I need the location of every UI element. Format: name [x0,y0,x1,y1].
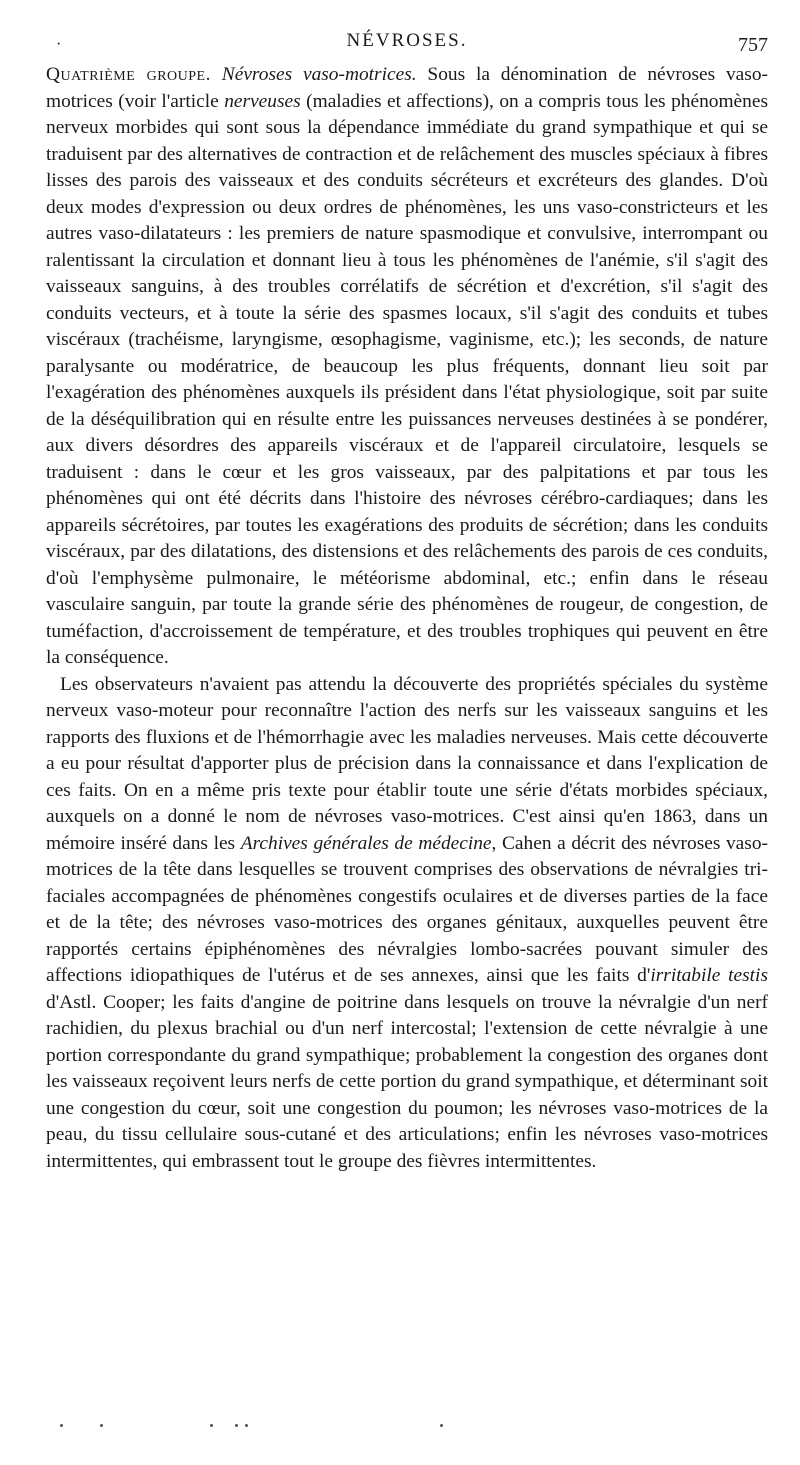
book-page [46,22,768,1175]
speck [60,1424,63,1427]
speck [210,1424,213,1427]
speck [245,1424,248,1427]
paragraph-text: Sous la dénomination de névroses vaso-motrices (voir l'article [46,64,768,112]
running-header [46,22,768,62]
speck [100,1424,103,1427]
paragraph-observers [46,672,768,1176]
header-dot: · [56,36,62,53]
cross-reference: nerveuses [224,90,301,112]
section-title: Névroses vaso-motrices. [221,64,417,85]
running-title: NÉVROSES. [346,30,468,51]
paragraph-text: Les observateurs n'avaient pas attendu la découverte des propriétés spéciales du système nerveux vaso-moteur pour reconnaître l'action des nerfs sur les vaisseaux sanguins et les rapports des fluxions et de l'hémorrhagie avec les maladies nerveuses. Mais cette découverte a eu pour résultat d'apporter plus de précision dans la connaissance et dans l'explication de ces faits. On en a même pris texte pour établir toute une série d'états morbides spéciaux, auxquels on a donné le nom de névroses vaso-motrices. C'est ainsi qu'en 1863, dans un mémoire inséré dans les [46,673,768,854]
speck [235,1424,238,1427]
paragraph-text: d'Astl. Cooper; les faits d'angine de poitrine dans lesquels on trouve la névralgie d'un nerf rachidien, du plexus brachial ou d'un nerf intercostal; l'extension de cette névralgie à une portion correspondante du grand sympathique; probablement la congestion des organes dont les vaisseaux reçoivent leurs nerfs de cette portion du grand sympathique, et déterminant soit une congestion du cœur, soit une congestion du poumon; les névroses vaso-motrices de la peau, du tissu cellulaire sous-cutané et des articulations; enfin les névroses vaso-motrices intermittentes, qui embrassent tout le groupe des fièvres intermittentes. [46,991,768,1172]
bleed-through-marks [60,1424,480,1430]
paragraph-text: , Cahen a décrit des névroses vaso-motrices de la tête dans lesquelles se trouvent comprises des observations de névralgies tri-faciales accompagnées de phénomènes congestifs oculaires et de diverses parties de la face et de la tête; des névroses vaso-motrices des organes génitaux, auxquelles peuvent être rapportés certains épiphénomènes des névralgies lombo-sacrées pouvant simuler des affections idiopathiques de l'utérus et de ses annexes, ainsi que les faits d' [46,832,768,986]
paragraph-text: (maladies et affections), on a compris tous les phénomènes nerveux morbides qui sont sous la dépendance immédiate du grand sympathique et qui se traduisent par des alternatives de contraction et de relâchement des muscles spéciaux à fibres lisses des parois des vaisseaux et des conduits sécréteurs et excréteurs des glandes. D'où deux modes d'expression ou deux ordres de phénomènes, les uns vaso-constricteurs et les autres vaso-dilatateurs : les premiers de nature spasmodique et convulsive, interrompant ou ralentissant la circulation et donnant lieu à tous les phénomènes de l'anémie, s'il s'agit des vaisseaux sanguins, à des troubles corrélatifs de sécrétion et d'excrétion, s'il s'agit des conduits vecteurs, et à toute la série des spasmes locaux, s'il s'agit des conduits et tubes viscéraux (trachéisme, laryngisme, œsophagisme, vaginisme, etc.); les seconds, de nature paralysante ou modératrice, de beaucoup les plus fréquents, donnant lieu soit par l'exagération des phénomènes auxquels ils président dans l'état physiologique, soit par suite de la déséquilibration qui en résulte entre les puissances nerveuses destinées à se pondérer, aux divers désordres des appareils viscéraux et de l'appareil circulatoire, lesquels se traduisent : dans le cœur et les gros vaisseaux, par des palpitations et par tous les phénomènes qui ont été décrits dans l'histoire des névroses cérébro-cardiaques; dans les appareils sécrétoires, par toutes les exagérations des produits de sécrétion; dans les conduits viscéraux, par des dilatations, des distensions et des relâchements des parois de ces conduits, d'où l'emphysème pulmonaire, le météorisme abdominal, etc.; enfin dans le réseau vasculaire sanguin, par toute la grande série des phénomènes de rougeur, de congestion, de tuméfaction, d'accroissement de température, et des troubles trophiques qui peuvent en être la conséquence. [46,90,769,668]
paragraph-vaso-motor-definition [46,62,768,672]
page-number: 757 [738,34,768,56]
latin-term: irritabile testis [650,965,768,986]
journal-title: Archives générales de médecine [240,832,492,854]
group-label: Quatrième groupe. [46,64,211,85]
speck [440,1424,443,1427]
